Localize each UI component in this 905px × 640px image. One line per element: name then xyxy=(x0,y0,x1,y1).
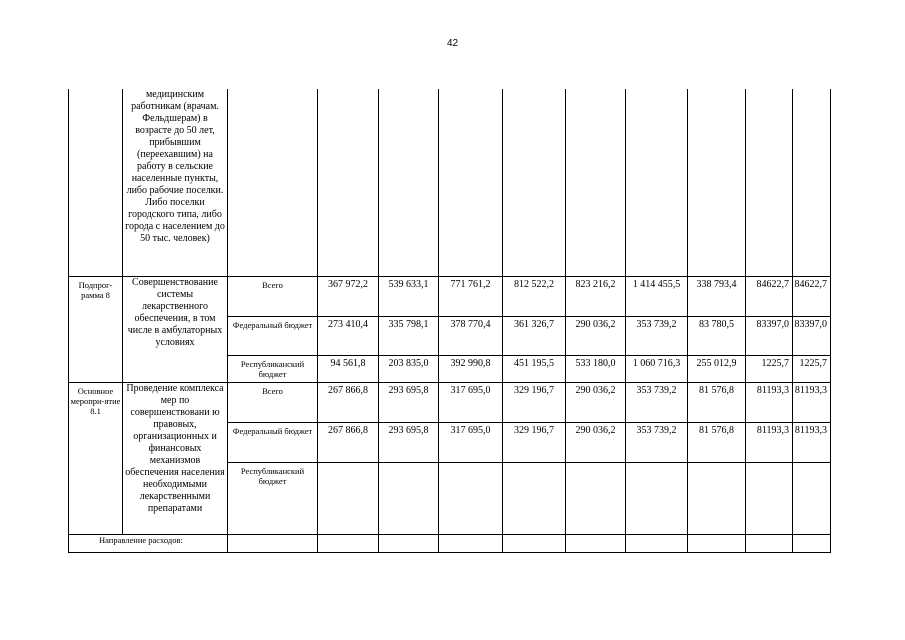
value-cell: 539 633,1 xyxy=(379,276,439,316)
value-cell: 84622,7 xyxy=(793,276,831,316)
value-cell: 83397,0 xyxy=(793,316,831,355)
table-row xyxy=(69,534,831,552)
value-cell: 81193,3 xyxy=(793,422,831,462)
program-label: Основное меропри-ятие 8.1 xyxy=(69,382,123,534)
value-cell xyxy=(228,534,318,552)
value-cell: 392 990,8 xyxy=(439,355,503,382)
program-label: Подпрог-рамма 8 xyxy=(69,276,123,382)
value-cell xyxy=(688,462,746,534)
value-cell: 329 196,7 xyxy=(503,422,566,462)
value-cell xyxy=(793,462,831,534)
value-cell xyxy=(746,462,793,534)
value-cell: 81193,3 xyxy=(746,382,793,422)
program-name: Совершенствование системы лекарственного обеспечения, в том числе в амбулаторных условиях xyxy=(123,276,228,382)
value-cell xyxy=(318,462,379,534)
value-cell: 1 414 455,5 xyxy=(626,276,688,316)
funding-source-label: Всего xyxy=(228,382,318,422)
value-cell: 1 060 716,3 xyxy=(626,355,688,382)
value-cell xyxy=(379,462,439,534)
value-cell: 533 180,0 xyxy=(566,355,626,382)
value-cell: 84622,7 xyxy=(746,276,793,316)
value-cell: 81 576,8 xyxy=(688,422,746,462)
value-cell: 267 866,8 xyxy=(318,422,379,462)
value-cell: 812 522,2 xyxy=(503,276,566,316)
value-cell xyxy=(746,534,793,552)
funding-source-label: Всего xyxy=(228,276,318,316)
value-cell xyxy=(566,462,626,534)
value-cell: 267 866,8 xyxy=(318,382,379,422)
value-cell: 255 012,9 xyxy=(688,355,746,382)
expense-direction-label: Направление расходов: xyxy=(69,534,228,552)
budget-table xyxy=(68,89,831,553)
value-cell: 94 561,8 xyxy=(318,355,379,382)
value-cell: 353 739,2 xyxy=(626,422,688,462)
measure-name-continued: медицинским работникам (врачам. Фельдшерам) в возрасте до 50 лет, прибывшим (переехавшим) на работу в сельские населенные пункты, либо рабочие поселки. Либо поселки городского типа, либо города с населением до 50 тыс. человек) xyxy=(123,89,228,276)
value-cell: 335 798,1 xyxy=(379,316,439,355)
value-cell xyxy=(379,534,439,552)
value-cell xyxy=(503,462,566,534)
table-row xyxy=(69,276,831,316)
funding-source-label: Республиканский бюджет xyxy=(228,462,318,534)
value-cell: 451 195,5 xyxy=(503,355,566,382)
value-cell: 273 410,4 xyxy=(318,316,379,355)
funding-source-label: Федеральный бюджет xyxy=(228,316,318,355)
value-cell: 823 216,2 xyxy=(566,276,626,316)
value-cell xyxy=(503,534,566,552)
value-cell xyxy=(793,534,831,552)
value-cell: 83397,0 xyxy=(746,316,793,355)
value-cell xyxy=(439,462,503,534)
value-cell xyxy=(688,534,746,552)
value-cell: 81193,3 xyxy=(746,422,793,462)
page-number: 42 xyxy=(446,38,459,49)
table-row xyxy=(69,89,831,276)
value-cell xyxy=(439,534,503,552)
value-cell: 83 780,5 xyxy=(688,316,746,355)
funding-source-label: Федеральный бюджет xyxy=(228,422,318,462)
value-cell: 293 695,8 xyxy=(379,422,439,462)
value-cell: 290 036,2 xyxy=(566,382,626,422)
program-name: Проведение комплекса мер по совершенствовани ю правовых, организационных и финансовых механизмов обеспечения населения необходимыми лекарственными препаратами xyxy=(123,382,228,534)
value-cell xyxy=(566,534,626,552)
value-cell: 367 972,2 xyxy=(318,276,379,316)
value-cell: 353 739,2 xyxy=(626,382,688,422)
table-row xyxy=(69,382,831,422)
value-cell: 293 695,8 xyxy=(379,382,439,422)
value-cell: 329 196,7 xyxy=(503,382,566,422)
value-cell: 203 835,0 xyxy=(379,355,439,382)
value-cell: 290 036,2 xyxy=(566,422,626,462)
value-cell: 81193,3 xyxy=(793,382,831,422)
value-cell: 317 695,0 xyxy=(439,422,503,462)
value-cell: 353 739,2 xyxy=(626,316,688,355)
value-cell: 81 576,8 xyxy=(688,382,746,422)
value-cell: 378 770,4 xyxy=(439,316,503,355)
value-cell: 338 793,4 xyxy=(688,276,746,316)
value-cell: 361 326,7 xyxy=(503,316,566,355)
funding-source-label: Республиканский бюджет xyxy=(228,355,318,382)
value-cell xyxy=(626,534,688,552)
program-label-cell xyxy=(69,89,123,276)
value-cell: 290 036,2 xyxy=(566,316,626,355)
value-cell: 317 695,0 xyxy=(439,382,503,422)
value-cell: 771 761,2 xyxy=(439,276,503,316)
value-cell: 1225,7 xyxy=(746,355,793,382)
value-cell xyxy=(318,534,379,552)
value-cell: 1225,7 xyxy=(793,355,831,382)
value-cell xyxy=(626,462,688,534)
